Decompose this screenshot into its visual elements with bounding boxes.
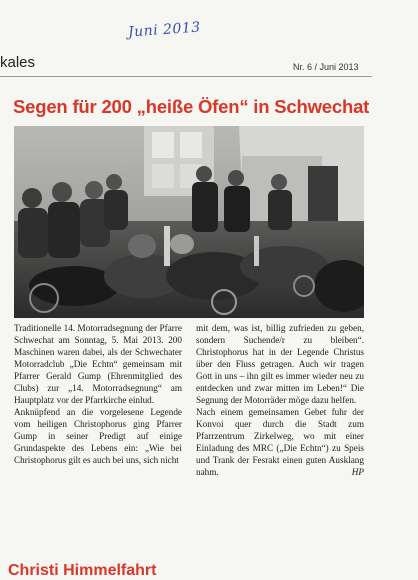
author-byline: HP [351, 467, 364, 477]
article-column-1 [14, 322, 182, 466]
issue-info: Nr. 6 / Juni 2013 [293, 62, 359, 72]
article-headline: Segen für 200 „heiße Öfen“ in Schwechat [13, 96, 370, 117]
next-article-headline: Christi Himmelfahrt [8, 562, 157, 579]
article-paragraph [196, 406, 364, 478]
section-label: kales [0, 54, 36, 71]
article-paragraph: mit dem, was ist, billig zufrieden zu geben, sondern Suchende/r zu bleiben“. Christophorus hat in der Legende Christus über den Fluss getragen. Auch wir tragen Gott in uns – ihn gilt es immer wieder neu zu entdecken und zwar mitten im Leben!“ Die Segnung der Motorräder möge dazu helfen. [196, 323, 364, 405]
article-photo [14, 126, 364, 318]
photo-motorcycle-blessing-image [14, 126, 364, 318]
article-paragraph-text: Nach einem gemeinsamen Gebet fuhr der Konvoi quer durch die Stadt zum Pfarrzentrum Zirkelweg, wo mit einer Einladung des MRC („Die Echtn“) zu Speis und Trank der Fesrakt einen guten Ausklang nahm. [196, 407, 364, 477]
article-paragraph: Anknüpfend an die vorgelesene Legende vom heiligen Christophorus ging Pfarrer Gump in seiner Predigt auf einige Grundaspekte des Lebens ein: „Wie bei Christophorus gilt es auch bei uns, sich nicht [14, 407, 182, 465]
handwritten-date-note: Juni 2013 [127, 19, 202, 41]
article-paragraph: Traditionelle 14. Motorradsegnung der Pfarre Schwechat am Sonntag, 5. Mai 2013. 200 Maschinen waren dabei, als der Schwechater Motorradclub „Die Echtn“ gemeinsam mit Pfarrer Gerald Gump (Ehrenmitglied des Clubs) zur „14. Motorradsegnung“ am Hauptplatz vor der Pfarrkirche einlud. [14, 323, 182, 405]
header-rule [0, 76, 372, 77]
article-column-2 [196, 322, 364, 478]
